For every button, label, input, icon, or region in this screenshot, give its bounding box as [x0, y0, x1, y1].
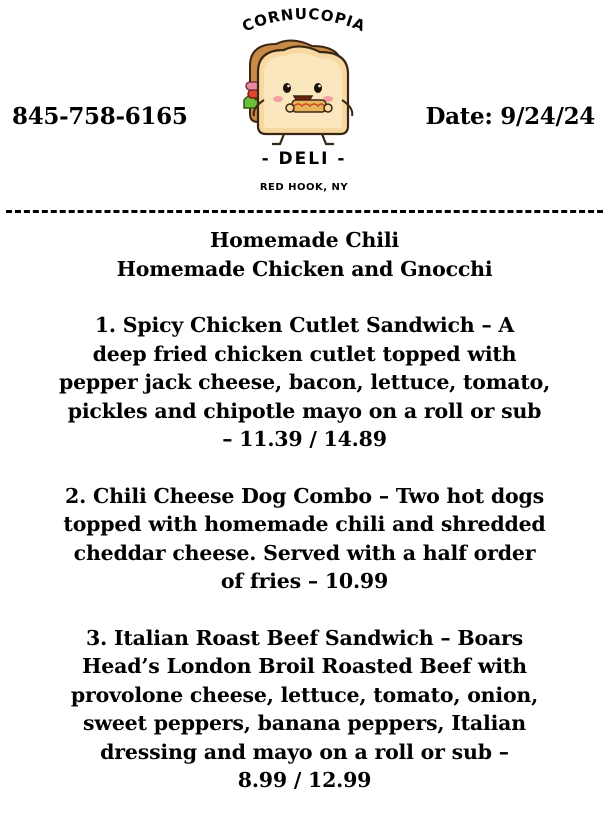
- menu-item-3: [0, 624, 609, 795]
- menu-content: [0, 226, 609, 795]
- deli-logo: [214, 4, 394, 204]
- sandwich-mascot-icon: [214, 4, 394, 149]
- menu-item-price: of fries – 10.99: [220, 569, 389, 593]
- menu-header: [0, 0, 609, 210]
- menu-item-line: dressing and mayo on a roll or sub –: [100, 739, 509, 764]
- menu-item-1: [0, 311, 609, 454]
- menu-item-line: cheddar cheese. Served with a half order: [73, 540, 536, 565]
- menu-item-line: sweet peppers, banana peppers, Italian: [83, 711, 526, 735]
- menu-item-line: provolone cheese, lettuce, tomato, onion,: [70, 682, 539, 707]
- menu-date: Date: 9/24/24: [425, 103, 595, 130]
- menu-item-line: pickles and chipotle mayo on a roll or sub: [67, 398, 542, 423]
- menu-item-2: [0, 482, 609, 596]
- soup-item: Homemade Chicken and Gnocchi: [116, 256, 493, 281]
- menu-item-line: Head’s London Broil Roasted Beef with: [82, 654, 527, 678]
- menu-item-line: 3. Italian Roast Beef Sandwich – Boars: [86, 625, 523, 650]
- menu-item-price: 8.99 / 12.99: [237, 768, 372, 792]
- dashed-divider: [6, 210, 603, 213]
- logo-subtitle: - DELI -: [261, 149, 347, 169]
- menu-item-line: 1. Spicy Chicken Cutlet Sandwich – A: [94, 313, 515, 337]
- phone-number: 845-758-6165: [12, 103, 188, 130]
- logo-location: RED HOOK, NY: [259, 182, 349, 193]
- menu-item-price: – 11.39 / 14.89: [222, 427, 387, 451]
- soup-item: Homemade Chili: [209, 228, 400, 252]
- menu-item-line: pepper jack cheese, bacon, lettuce, tomato,: [58, 370, 551, 394]
- logo-brand-text: CORNUCOPIA: [239, 4, 369, 36]
- svg-text:CORNUCOPIA: [240, 5, 369, 36]
- menu-item-line: deep fried chicken cutlet topped with: [92, 341, 517, 366]
- menu-item-line: topped with homemade chili and shredded: [63, 512, 546, 536]
- menu-item-line: 2. Chili Cheese Dog Combo – Two hot dogs: [65, 483, 544, 508]
